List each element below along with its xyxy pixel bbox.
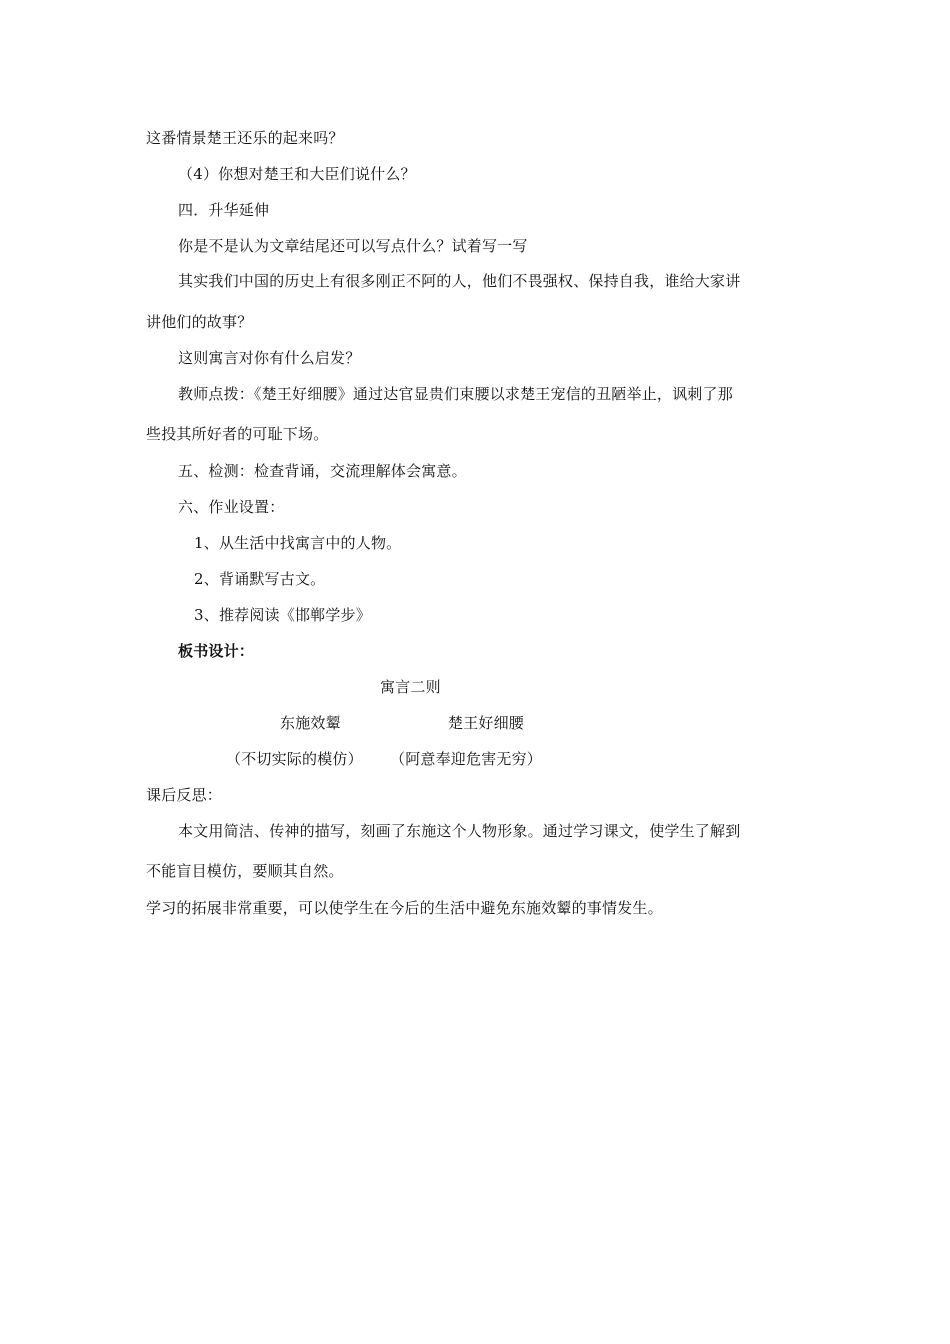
board-right-story: 楚王好细腰 [448,714,525,732]
question-4: （4）你想对楚王和大臣们说什么？ [178,165,416,183]
reflection-heading: 课后反思： [146,786,223,804]
homework-item: 3、推荐阅读《邯郸学步》 [194,606,371,624]
homework-item: 2、背诵默写古文。 [194,570,326,588]
text-line: 这则寓言对你有什么启发？ [178,349,361,367]
text-line: 你是不是认为文章结尾还可以写点什么？试着写一写 [178,237,528,255]
text-line: 这番情景楚王还乐的起来吗？ [146,129,344,147]
section-heading-4: 四．升华延伸 [178,201,270,219]
text-line: 些投其所好者的可耻下场。 [146,425,329,443]
text-line: 学习的拓展非常重要，可以使学生在今后的生活中避免东施效颦的事情发生。 [146,899,663,917]
text-line: 其实我们中国的历史上有很多刚正不阿的人，他们不畏强权、保持自我，谁给大家讲 [178,272,741,290]
board-title: 寓言二则 [380,678,441,696]
board-left-story: 东施效颦 [280,714,341,732]
homework-item: 1、从生活中找寓言中的人物。 [194,534,402,552]
text-line: 不能盲目模仿，要顺其自然。 [146,862,344,880]
text-line: 讲他们的故事？ [146,313,253,331]
text-line: 本文用简洁、传神的描写，刻画了东施这个人物形象。通过学习课文，使学生了解到 [178,822,741,840]
section-heading-6: 六、作业设置： [178,498,285,516]
board-design-heading: 板书设计： [178,642,255,660]
teacher-note: 教师点拨：《楚王好细腰》通过达官显贵们束腰以求楚王宠信的丑陋举止，讽刺了那 [178,385,733,403]
board-left-moral: （不切实际的模仿） [226,750,363,768]
board-right-moral: （阿意奉迎危害无穷） [390,750,543,768]
section-heading-5: 五、检测：检查背诵，交流理解体会寓意。 [178,462,467,480]
